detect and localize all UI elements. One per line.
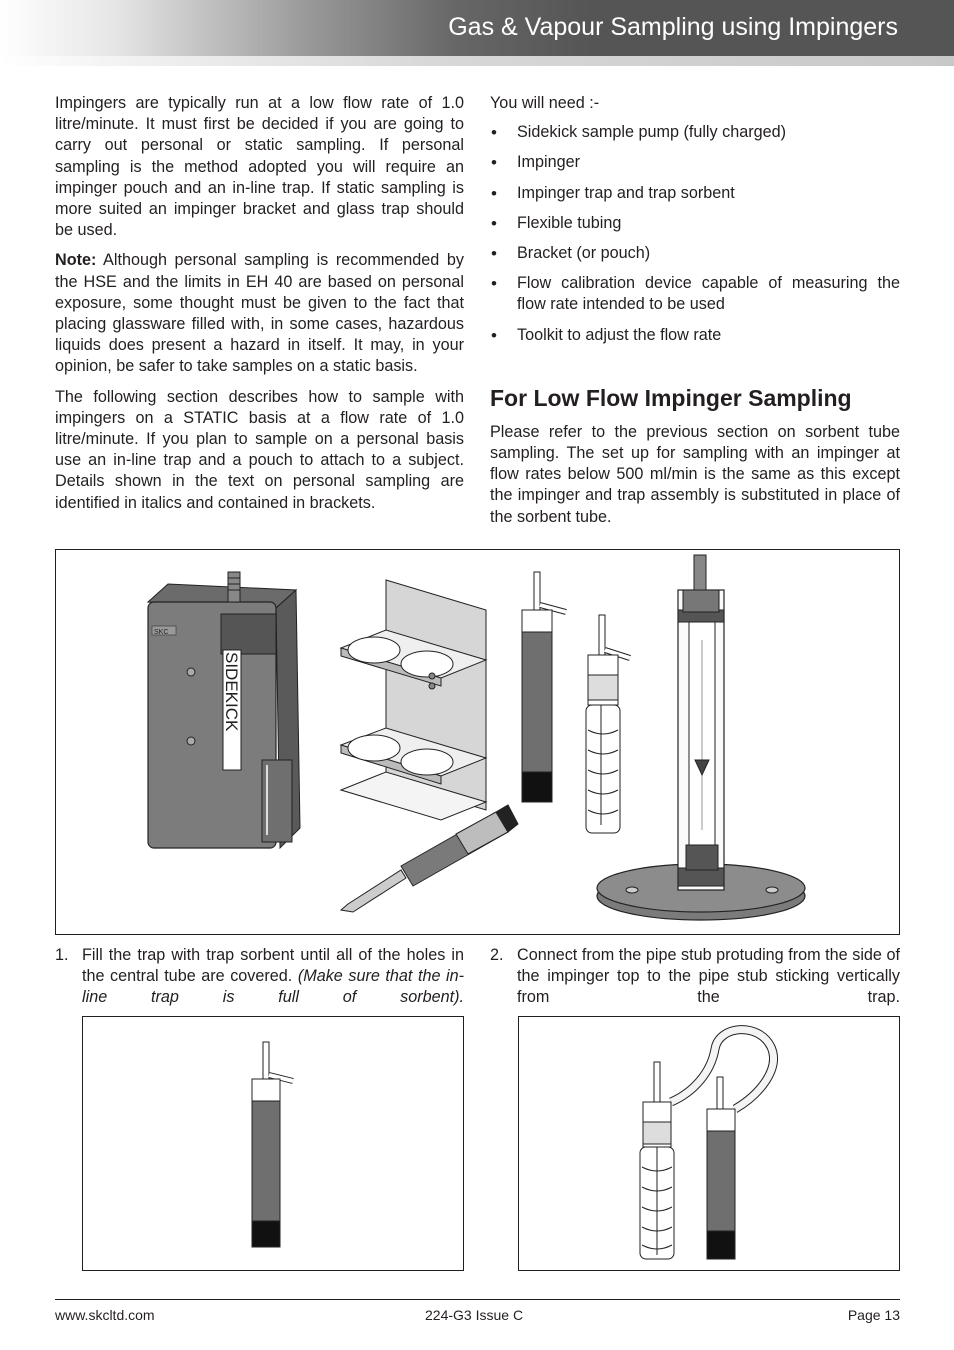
trap-tube-illustration [252, 1042, 293, 1247]
page-title: Gas & Vapour Sampling using Impingers [448, 13, 898, 41]
footer-rule [55, 1299, 900, 1300]
header-stripe [0, 56, 954, 66]
list-item [490, 243, 900, 264]
connection-figure [518, 1016, 900, 1271]
list-item-text: Impinger trap and trap sorbent [517, 183, 735, 202]
bullet-icon: • [491, 153, 497, 173]
list-item [490, 152, 900, 173]
left-column [55, 93, 464, 523]
list-item [490, 213, 900, 234]
bullet-icon: • [491, 183, 497, 203]
step-text [490, 945, 900, 1009]
step-1 [55, 945, 464, 1009]
note-label: Note: [55, 251, 97, 270]
bullet-icon: • [491, 123, 497, 143]
list-item [490, 273, 900, 315]
trap-tube-illustration [522, 572, 566, 802]
note-text: Although personal sampling is recommended by the HSE and the limits in EH 40 are based on personal exposure, some thought must be given to the fact that placing glassware filled with, in some cases, hazardous liquids does present a hazard in itself. It may, in your opinion, be safer to take samples on a static basis. [55, 251, 464, 376]
footer-document-code: 224-G3 Issue C [425, 1307, 524, 1323]
step-text-main: Connect from the pipe stub protuding from the side of the impinger top to the pipe stub sticking vertically from the trap. [517, 946, 900, 1007]
trap-tube-illustration [707, 1077, 735, 1259]
list-item-text: Bracket (or pouch) [517, 244, 651, 263]
screwdriver-illustration [341, 805, 518, 912]
equipment-figure [55, 549, 900, 935]
step-text-italic: (Make sure that the in-line trap is full of sorbent). [82, 967, 464, 1007]
footer-page-number: Page 13 [847, 1307, 900, 1323]
step-2 [490, 945, 900, 1009]
list-item [490, 183, 900, 204]
pump-label: SIDEKICK [222, 652, 241, 732]
right-column [490, 93, 900, 537]
static-basis-paragraph: The following section describes how to sample with impingers on a STATIC basis at a flow rate of 1.0 litre/minute. If you plan to sample on a personal basis use an in-line trap and a pouch to attach to a subject. Details shown in the text on personal sampling are identified in italics and contained in brackets. [55, 387, 464, 512]
step-text [55, 945, 464, 1009]
note-paragraph [55, 250, 464, 377]
impinger-illustration [640, 1062, 674, 1259]
impinger-illustration [586, 615, 630, 833]
bullet-icon: • [491, 244, 497, 264]
list-item-text: Toolkit to adjust the flow rate [517, 325, 722, 344]
needs-list [490, 122, 900, 346]
list-item-text: Sidekick sample pump (fully charged) [517, 123, 787, 142]
sidekick-pump-illustration [148, 572, 300, 848]
step-number: 1. [55, 946, 69, 964]
intro-paragraph: Impingers are typically run at a low flow rate of 1.0 litre/minute. It must first be decided if you are going to carry out personal or static sampling. If personal sampling is the method adopted you will require an impinger pouch and an in-line trap. If static sampling is more suited an impinger bracket and glass trap should be used. [55, 94, 464, 240]
list-item-text: Flow calibration device capable of measuring the flow rate intended to be used [517, 274, 900, 314]
needs-intro: You will need :- [490, 94, 600, 112]
bullet-icon: • [491, 274, 497, 294]
trap-figure [82, 1016, 464, 1271]
rotameter-illustration [597, 555, 805, 920]
pump-badge: SKC [154, 629, 169, 636]
step-number: 2. [490, 946, 504, 964]
list-item-text: Flexible tubing [517, 213, 622, 232]
section-heading: For Low Flow Impinger Sampling [490, 384, 852, 411]
list-item-text: Impinger [517, 153, 580, 172]
list-item [490, 325, 900, 346]
footer-website: www.skcltd.com [55, 1307, 155, 1323]
list-item [490, 122, 900, 143]
bullet-icon: • [491, 213, 497, 233]
bullet-icon: • [491, 325, 497, 345]
section-paragraph: Please refer to the previous section on sorbent tube sampling. The set up for sampling with an impinger at flow rates below 500 ml/min is the same as this except the impinger and trap assembly is substituted in place of the sorbent tube. [490, 422, 900, 526]
step-text-main: Fill the trap with trap sorbent until all of the holes in the central tube are covered. [82, 946, 464, 986]
impinger-bracket-illustration [341, 580, 486, 820]
